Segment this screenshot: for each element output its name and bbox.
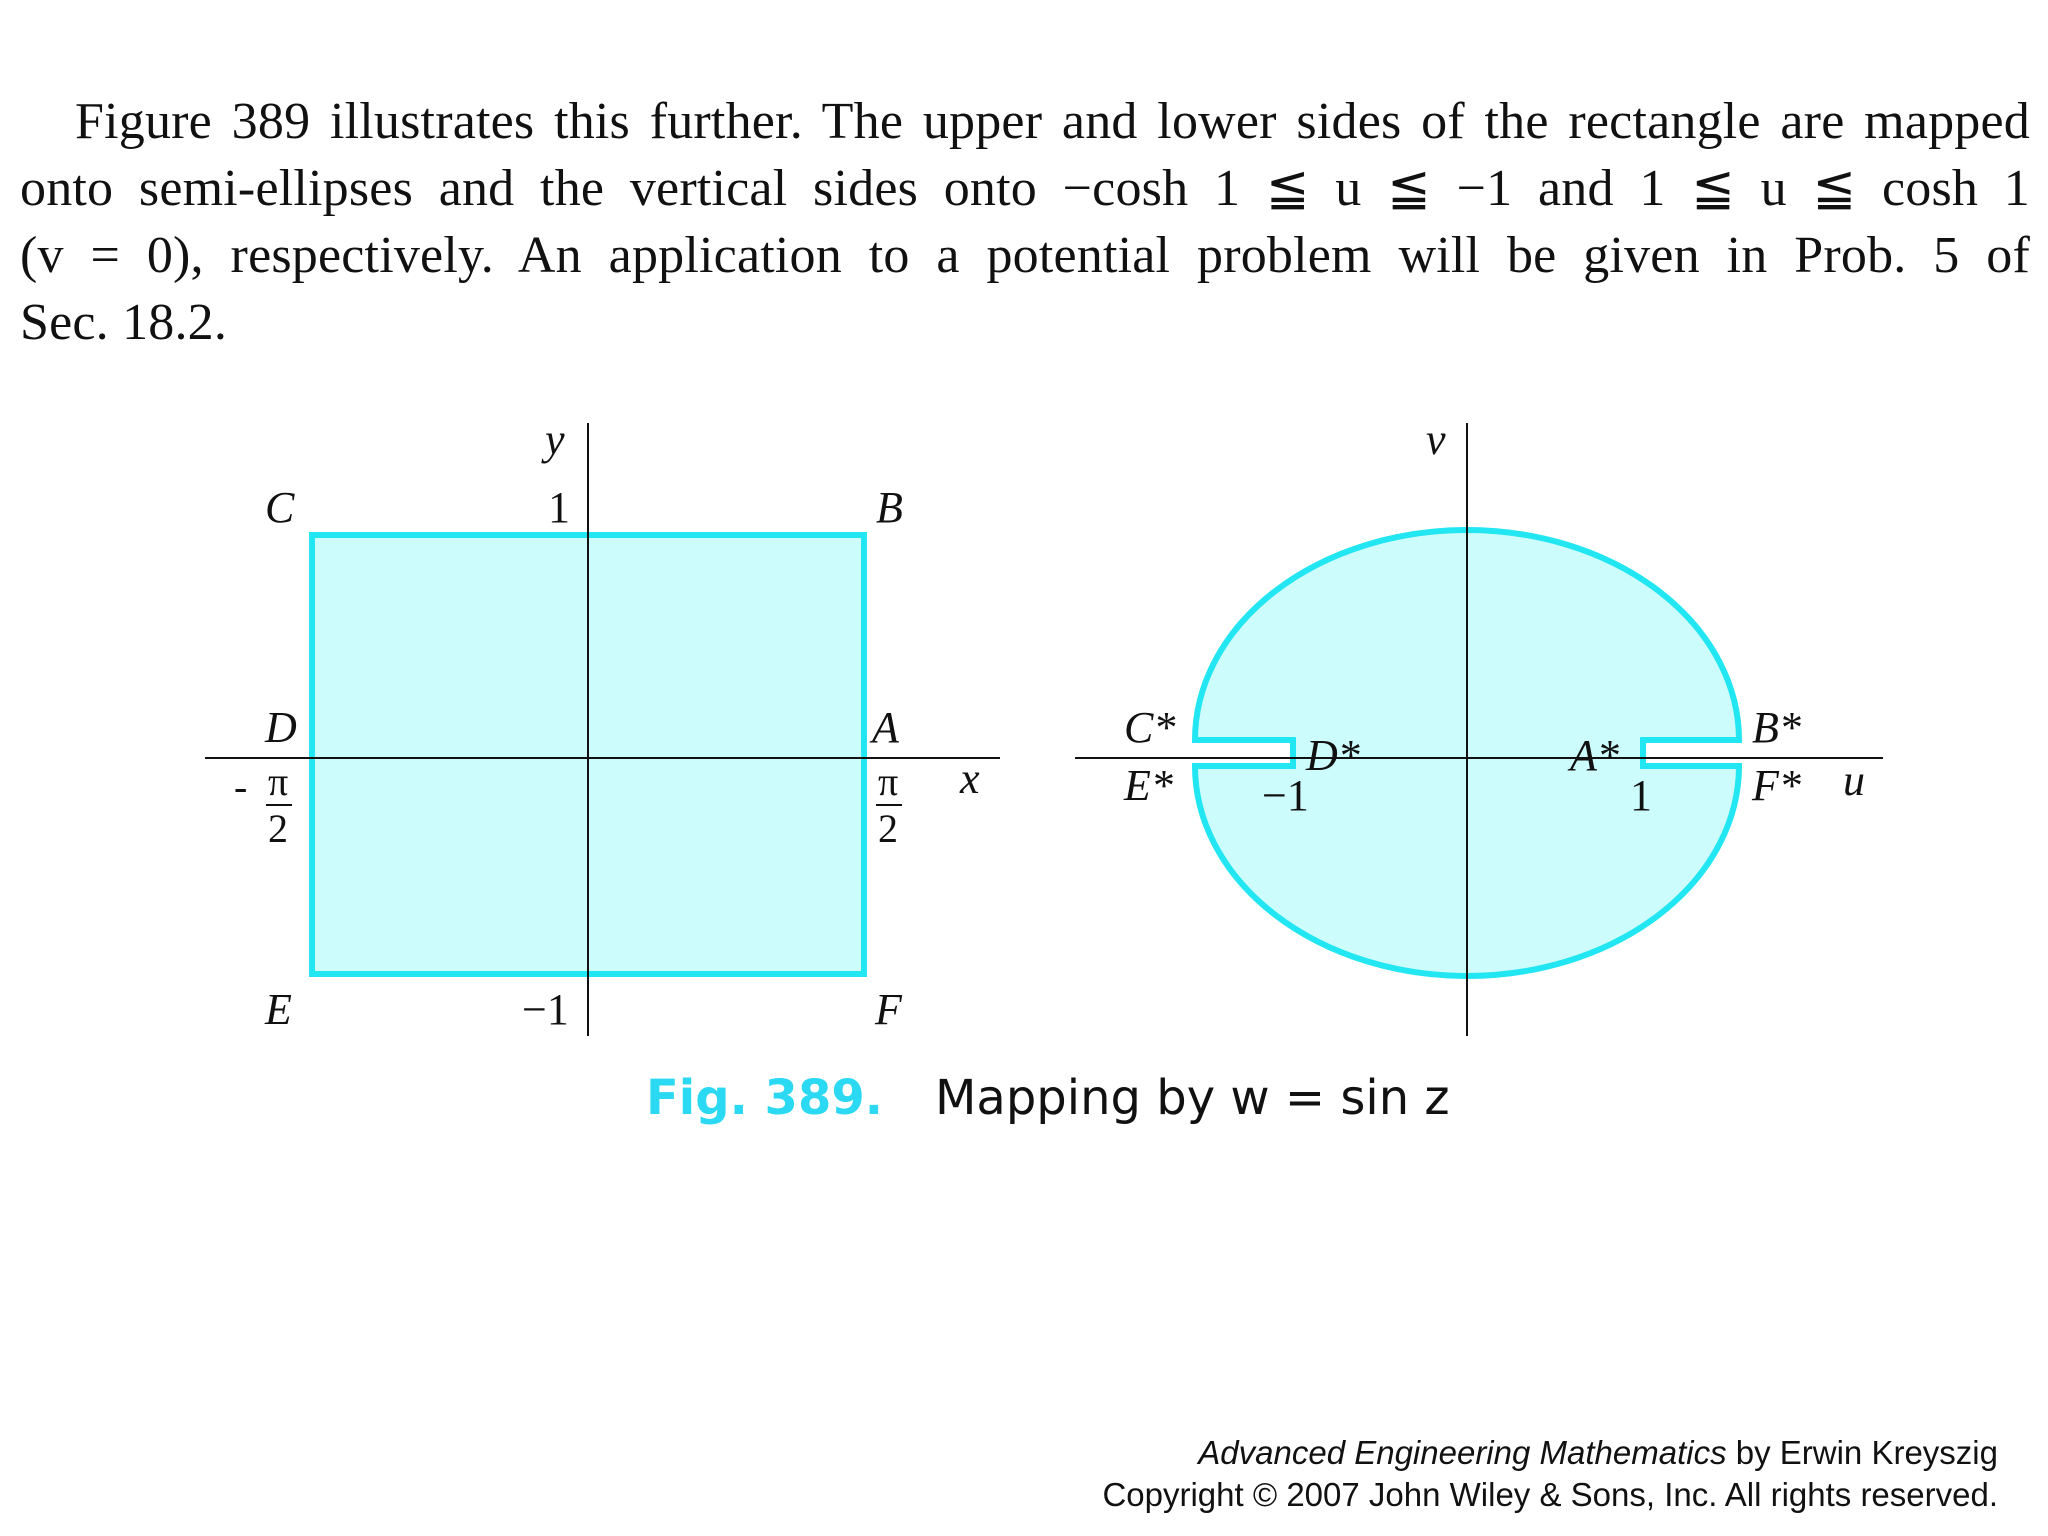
label-C-star: C* [1124, 703, 1176, 752]
figure-number: Fig. 389. [646, 1070, 883, 1126]
pi-numerator: π [878, 759, 899, 804]
corner-label-C: C [265, 483, 295, 532]
book-title: Advanced Engineering Mathematics [1198, 1434, 1727, 1471]
label-A-star: A* [1570, 731, 1619, 780]
w-plane-diagram [1075, 415, 1883, 1036]
pi-numerator: π [268, 759, 289, 804]
corner-label-F: F [875, 985, 902, 1034]
label-F-star: F* [1752, 761, 1801, 810]
credit-line-1 [1102, 1432, 1998, 1474]
credit-line-2: Copyright © 2007 John Wiley & Sons, Inc. All rights reserved. [1102, 1476, 1998, 1513]
tick-label-one: 1 [1630, 771, 1652, 820]
x-axis-label: x [960, 754, 980, 803]
label-D-star: D* [1306, 731, 1360, 780]
tick-neg-pi-over-2 [234, 759, 292, 851]
u-axis-label: u [1843, 756, 1865, 805]
figure-caption [646, 1070, 1450, 1126]
corner-label-E: E [265, 985, 292, 1034]
tick-label-bottom: −1 [522, 985, 569, 1034]
pi-denominator: 2 [268, 806, 288, 851]
minus-sign: - [234, 764, 248, 809]
tick-pi-over-2 [876, 759, 902, 851]
v-axis-label: v [1426, 415, 1446, 464]
paragraph-line-3: (v = 0), respectively. An application to a potential problem will be given in Prob. 5 of [20, 227, 2030, 284]
label-B-star: B* [1752, 703, 1801, 752]
tick-label-neg-one: −1 [1262, 771, 1309, 820]
corner-label-B: B [876, 483, 903, 532]
corner-label-D: D [265, 703, 297, 752]
label-E-star: E* [1124, 761, 1173, 810]
paragraph-line-1: Figure 389 illustrates this further. The upper and lower sides of the rectangle are mapped [75, 93, 2030, 150]
z-plane-diagram [205, 415, 1000, 1036]
paragraph-line-2: onto semi-ellipses and the vertical sides onto −cosh 1 ≦ u ≦ −1 and 1 ≦ u ≦ cosh 1 [20, 160, 2030, 217]
paragraph-line-4: Sec. 18.2. [20, 294, 228, 351]
y-axis-label: y [545, 415, 565, 464]
tick-label-top: 1 [548, 483, 570, 532]
pi-denominator: 2 [878, 806, 898, 851]
copyright-credit [1102, 1432, 1998, 1516]
caption-text: Mapping by w = sin z [934, 1070, 1450, 1126]
corner-label-A: A [872, 703, 899, 752]
book-author: by Erwin Kreyszig [1726, 1434, 1998, 1471]
